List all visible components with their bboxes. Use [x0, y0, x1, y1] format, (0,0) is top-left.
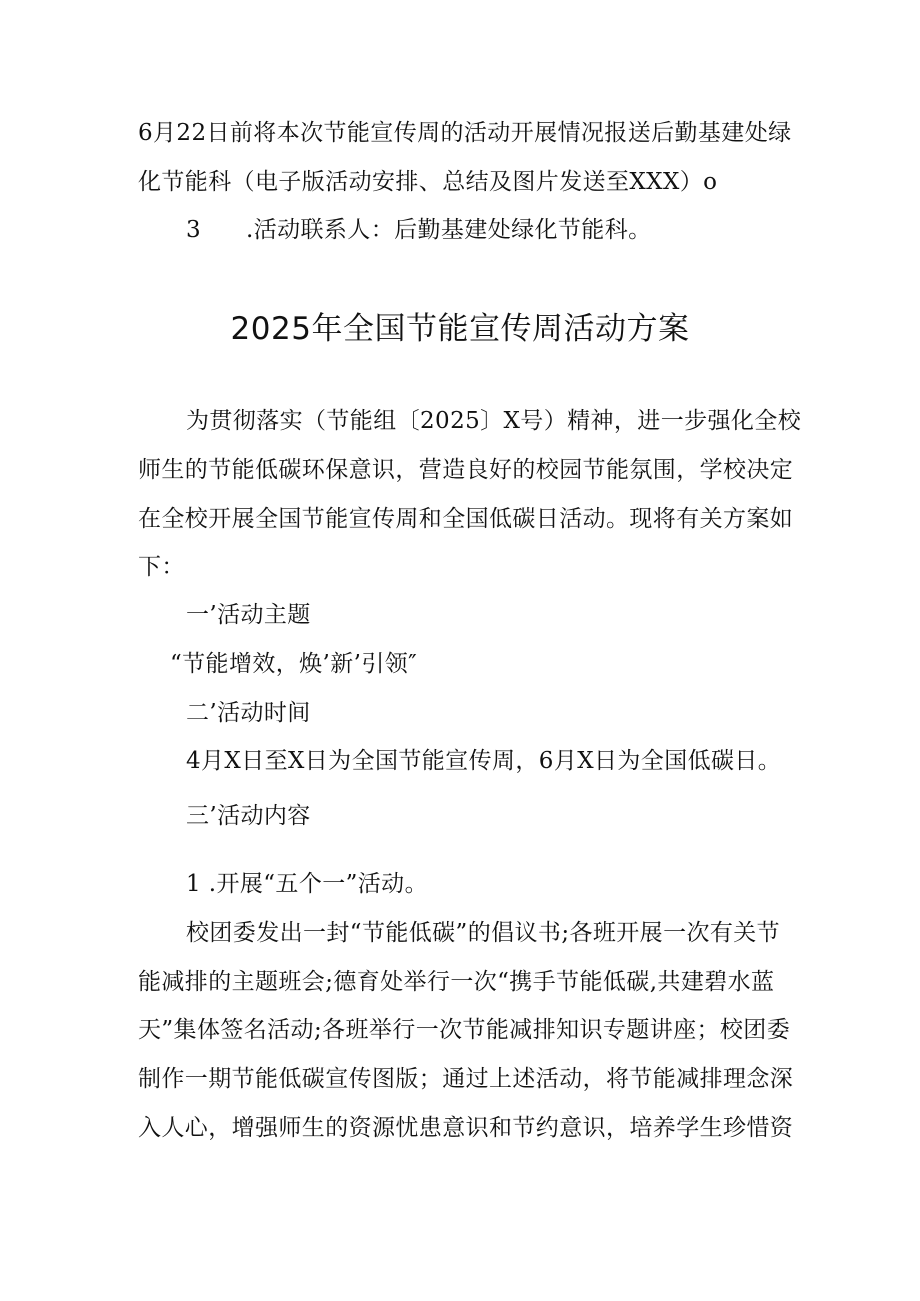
body-line-1: 校团委发出一封“节能低碳”的倡议书;各班开展一次有关节: [186, 920, 781, 946]
intro-line-2: 师生的节能低碳环保意识，营造良好的校园节能氛围，学校决定: [138, 457, 794, 483]
section-heading-time: 二’活动时间: [186, 700, 311, 726]
document-title: 2025年全国节能宣传周活动方案: [230, 311, 690, 347]
intro-line-4: 下：: [138, 554, 185, 580]
theme-text: “节能增效，焕’新’引领″: [170, 651, 418, 677]
section-heading-content: 三’活动内容: [186, 803, 311, 829]
intro-line-1: 为贯彻落实（节能组〔2025〕X号）精神，进一步强化全校: [186, 408, 802, 434]
section-heading-theme: 一’活动主题: [186, 602, 311, 628]
body-line-4: 制作一期节能低碳宣传图版；通过上述活动，将节能减排理念深: [138, 1066, 794, 1092]
body-line-5: 入人心，增强师生的资源忧患意识和节约意识，培养学生珍惜资: [138, 1115, 794, 1141]
continued-paragraph-line-1: 6月22日前将本次节能宣传周的活动开展情况报送后勤基建处绿: [138, 120, 792, 146]
body-line-2: 能减排的主题班会;德育处举行一次“携手节能低碳,共建碧水蓝: [138, 969, 775, 995]
contact-item-number: 3: [186, 217, 202, 243]
contact-item-text: .活动联系人：后勤基建处绿化节能科。: [246, 217, 652, 243]
content-item-1: 1 .开展“五个一”活动。: [186, 871, 428, 897]
continued-paragraph-line-2: 化节能科（电子版活动安排、总结及图片发送至XXX）o: [138, 169, 718, 195]
contact-item: [138, 214, 798, 246]
body-line-3: 天”集体签名活动;各班举行一次节能减排知识专题讲座；校团委: [138, 1017, 791, 1043]
time-text: 4月X日至X日为全国节能宣传周，6月X日为全国低碳日。: [186, 748, 782, 774]
intro-line-3: 在全校开展全国节能宣传周和全国低碳日活动。现将有关方案如: [138, 506, 794, 532]
